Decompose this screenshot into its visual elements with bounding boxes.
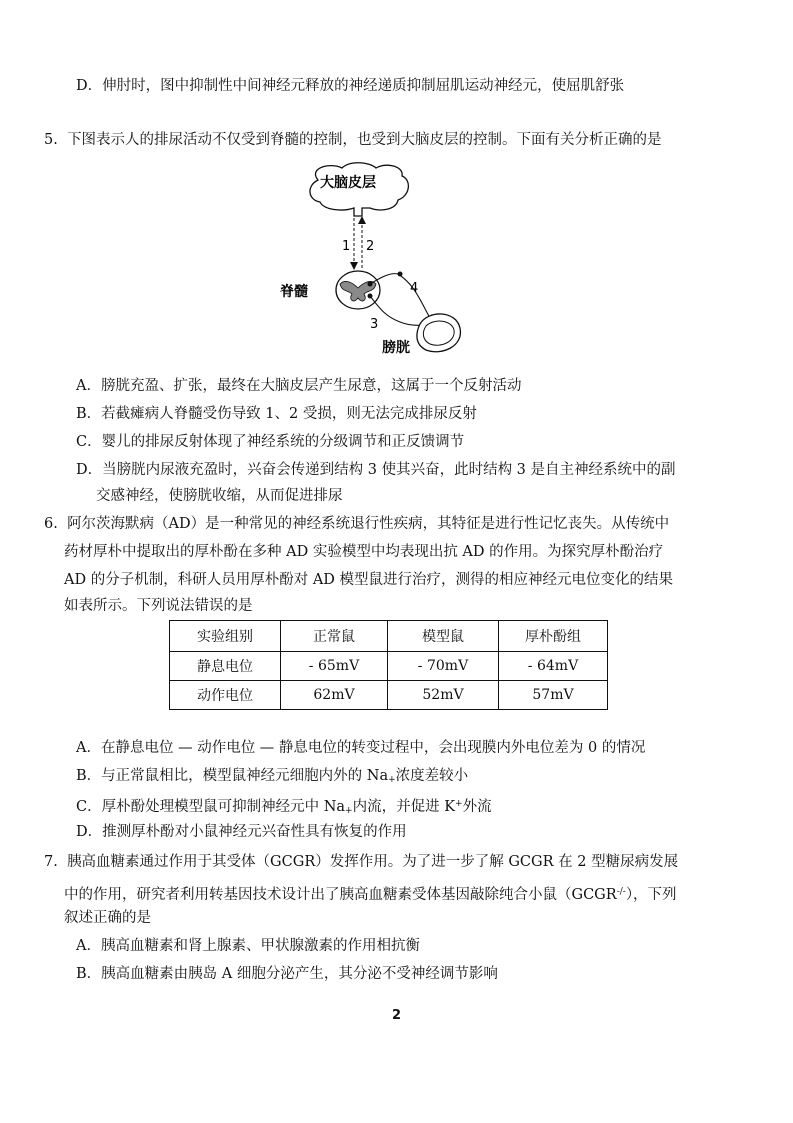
q6-number: 6. <box>44 516 58 532</box>
label-3: 3 <box>370 317 379 332</box>
table-cell: 62mV <box>281 681 388 710</box>
q6-stem-line3: AD 的分子机制，科研人员用厚朴酚对 AD 模型鼠进行治疗，测得的相应神经元电位变化的结果 <box>64 572 674 588</box>
table-row <box>170 652 608 681</box>
reflex-arc-diagram <box>270 160 470 360</box>
q7-number: 7. <box>44 854 58 870</box>
q6-table <box>169 620 608 710</box>
brain-label: 大脑皮层 <box>320 175 376 191</box>
table-cell: 52mV <box>388 681 499 710</box>
label-2: 2 <box>366 239 375 254</box>
table-cell: - 64mV <box>499 652 608 681</box>
q5-diagram <box>270 160 470 360</box>
q5-stem-text: 下图表示人的排尿活动不仅受到脊髓的控制，也受到大脑皮层的控制。下面有关分析正确的是 <box>67 132 662 148</box>
q7-stem-line2: 中的作用，研究者利用转基因技术设计出了胰高血糖素受体基因敲除纯合小鼠（GCGR-/-），下列 <box>64 887 677 903</box>
bladder-inner <box>423 321 454 345</box>
table-header-cell: 正常鼠 <box>281 621 388 652</box>
tract-1-arrow <box>350 262 358 270</box>
spinal-label: 脊髓 <box>280 284 308 300</box>
q6-option-b: B．与正常鼠相比，模型鼠神经元细胞内外的 $Na_+$浓度差较小 <box>76 768 469 785</box>
page-number: 2 <box>391 1008 402 1023</box>
table-header-cell: 厚朴酚组 <box>499 621 608 652</box>
q7-stem-line3: 叙述正确的是 <box>64 910 151 926</box>
q5-option-a: A．膀胱充盈、扩张，最终在大脑皮层产生尿意，这属于一个反射活动 <box>76 378 522 394</box>
table-cell: 57mV <box>499 681 608 710</box>
q7-option-a: A．胰高血糖素和肾上腺素、甲状腺激素的作用相抗衡 <box>76 938 420 954</box>
q6-option-d: D．推测厚朴酚对小鼠神经元兴奋性具有恢复的作用 <box>76 824 407 840</box>
q4-option-d: D．伸肘时，图中抑制性中间神经元释放的神经递质抑制屈肌运动神经元，使屈肌舒张 <box>76 78 625 94</box>
table-cell: - 70mV <box>388 652 499 681</box>
label-4: 4 <box>410 281 419 296</box>
q6-option-a: A．在静息电位 — 动作电位 — 静息电位的转变过程中，会出现膜内外电位差为 0 的情况 <box>76 740 646 756</box>
table-header-cell: 实验组别 <box>170 621 281 652</box>
label-1: 1 <box>342 239 351 254</box>
q7-stem-line1: 7. 胰高血糖素通过作用于其受体（GCGR）发挥作用。为了进一步了解 GCGR 在 2 型糖尿病发展 <box>44 854 679 870</box>
q7-option-b: B．胰高血糖素由胰岛 A 细胞分泌产生，其分泌不受神经调节影响 <box>76 966 498 982</box>
tract-2-arrow <box>358 216 366 224</box>
table-row <box>170 681 608 710</box>
q5-option-d-line1: D．当膀胱内尿液充盈时，兴奋会传递到结构 3 使其兴奋，此时结构 3 是自主神经系统中的副 <box>76 462 676 478</box>
q6-stem-line1: 6. 阿尔茨海默病（AD）是一种常见的神经系统退行性疾病，其特征是进行性记忆丧失。从传统中 <box>44 516 670 532</box>
q5-option-b: B．若截瘫病人脊髓受伤导致 1、2 受损，则无法完成排尿反射 <box>76 406 477 422</box>
q5-stem <box>44 130 662 150</box>
table-cell: 静息电位 <box>170 652 281 681</box>
bladder-label: 膀胱 <box>382 340 410 356</box>
table-header-cell: 模型鼠 <box>388 621 499 652</box>
table-header-row <box>170 621 608 652</box>
table-cell: - 65mV <box>281 652 388 681</box>
q6-stem-line4: 如表所示。下列说法错误的是 <box>64 598 253 614</box>
q5-option-d-line2: 交感神经，使膀胱收缩，从而促进排尿 <box>96 488 343 504</box>
q6-stem-line2: 药材厚朴中提取出的厚朴酚在多种 AD 实验模型中均表现出抗 AD 的作用。为探究厚朴酚治疗 <box>64 544 664 560</box>
table-cell: 动作电位 <box>170 681 281 710</box>
q5-number: 5. <box>44 132 58 148</box>
q5-option-c: C．婴儿的排尿反射体现了神经系统的分级调节和正反馈调节 <box>76 434 465 450</box>
q6-option-c: C．厚朴酚处理模型鼠可抑制神经元中 $Na_+$内流，并促进 K+外流 <box>76 799 492 816</box>
